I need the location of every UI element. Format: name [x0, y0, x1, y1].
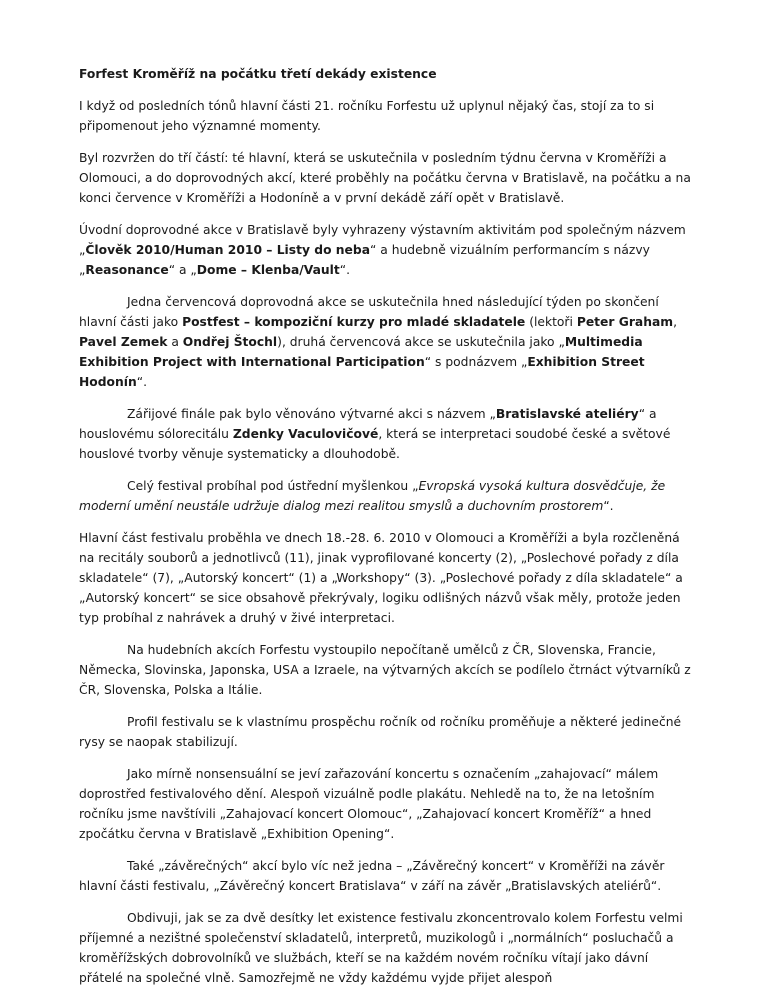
lecturer-name: Pavel Zemek: [79, 335, 168, 349]
lecturer-name: Ondřej Štochl: [182, 335, 278, 349]
document-page: [79, 64, 691, 1000]
project-subtitle: Exhibition Street Hodonín: [79, 355, 645, 389]
paragraph-intro: I když od posledních tónů hlavní části 21. ročníku Forfestu už uplynul nějaký čas, stojí za to si připomenout jeho významné momenty.: [79, 99, 655, 133]
paragraph-structure: Byl rozvržen do tří částí: té hlavní, která se uskutečnila v posledním týdnu června v Kroměříži a Olomouci, a do doprovodných akcí, které proběhly na počátku června v Bratislavě, na počátku a na konci července v Kroměříži a Hodoníně a v první dekádě září opět v Bratislavě.: [79, 151, 691, 205]
paragraph-july-events: Jedna červencová doprovodná akce se uskutečnila hned následující týden po skončení hlavní části jako Postfest – kompoziční kurzy pro mladé skladatele (lektoři Peter Graham, Pavel Zemek a Ondřej Štochl), druhá červencová akce se uskutečnila jako „Multimedia Exhibition Project with International Participation“ s podnázvem „Exhibition Street Hodonín“.: [79, 295, 677, 389]
paragraph-artists: Na hudebních akcích Forfestu vystoupilo nepočítaně umělců z ČR, Slovenska, Francie, Německa, Slovinska, Japonska, USA a Izraele, na výtvarných akcích se podílelo čtrnáct výtvarníků z ČR, Slovenska, Polska a Itálie.: [79, 643, 691, 697]
postfest-name: Postfest – kompoziční kurzy pro mladé skladatele: [182, 315, 526, 329]
exhibition-name: Člověk 2010/Human 2010 – Listy do neba: [85, 243, 370, 257]
performance-name: Reasonance: [85, 263, 169, 277]
paragraph-opening-concerts: Jako mírně nonsensuální se jeví zařazování koncertu s označením „zahajovací“ málem doprostřed festivalového dění. Alespoň vizuálně podle plakátu. Nehledě na to, že na letošním ročníku jsme navštívili „Zahajovací koncert Olomouc“, „Zahajovací koncert Kroměříž“ a hned zpočátku června v Bratislavě „Exhibition Opening“.: [79, 767, 659, 841]
paragraph-closing-concerts: Také „závěrečných“ akcí bylo víc než jedna – „Závěrečný koncert“ v Kroměříži na závěr hlavní části festivalu, „Závěrečný koncert Bratislava“ v září na závěr „Bratislavských ateliérů“.: [79, 859, 665, 893]
event-name: Bratislavské ateliéry: [495, 407, 639, 421]
festival-motto: Evropská vysoká kultura dosvědčuje, že moderní umění neustále udržuje dialog mezi realitou smyslů a duchovním prostorem: [79, 479, 666, 513]
paragraph-bratislava-opening: Úvodní doprovodné akce v Bratislavě byly vyhrazeny výstavním aktivitám pod společným názvem „Člověk 2010/Human 2010 – Listy do neba“ a hudebně vizuálním performancím s názvy „Reasonance“ a „Dome – Klenba/Vault“.: [79, 223, 686, 277]
paragraph-motto: Celý festival probíhal pod ústřední myšlenkou „Evropská vysoká kultura dosvědčuje, že moderní umění neustále udržuje dialog mezi realitou smyslů a duchovním prostorem“.: [79, 479, 666, 513]
performance-name: Dome – Klenba/Vault: [196, 263, 340, 277]
project-name: Multimedia Exhibition Project with International Participation: [79, 335, 643, 369]
violinist-name: Zdenky Vaculovičové: [232, 427, 379, 441]
paragraph-community: Obdivuji, jak se za dvě desítky let existence festivalu zkoncentrovalo kolem Forfestu velmi příjemné a nezištné společenství skladatelů, interpretů, muzikologů i „normálních“ posluchačů a kroměřížských dobrovolníků ve službách, kteří se na každém novém ročníku vítají jako dávní přátelé na společné vlně. Samozřejmě ne vždy každému vyjde přijet alespoň: [79, 911, 683, 985]
article-title: Forfest Kroměříž na počátku třetí dekády existence: [79, 67, 437, 81]
lecturer-name: Peter Graham: [576, 315, 674, 329]
paragraph-september-finale: Zářijové finále pak bylo věnováno výtvarné akci s názvem „Bratislavské ateliéry“ a houslovému sólorecitálu Zdenky Vaculovičové, která se interpretaci soudobé české a světové houslové tvorby věnuje systematicky a dlouhodobě.: [79, 407, 671, 461]
paragraph-profile: Profil festivalu se k vlastnímu prospěchu ročník od ročníku proměňuje a některé jedinečné rysy se naopak stabilizují.: [79, 715, 682, 749]
paragraph-main-part: Hlavní část festivalu proběhla ve dnech 18.-28. 6. 2010 v Olomouci a Kroměříži a byla rozčleněná na recitály souborů a jednotlivců (11), jinak vyprofilované koncerty (2), „Poslechové pořady z díla skladatele“ (7), „Autorský koncert“ (1) a „Workshopy“ (3). „Poslechové pořady z díla skladatele“ a „Autorský koncert“ se sice obsahově překrývaly, logiku odlišných názvů však měly, protože jeden typ probíhal z nahrávek a druhý v živé interpretaci.: [79, 531, 683, 625]
